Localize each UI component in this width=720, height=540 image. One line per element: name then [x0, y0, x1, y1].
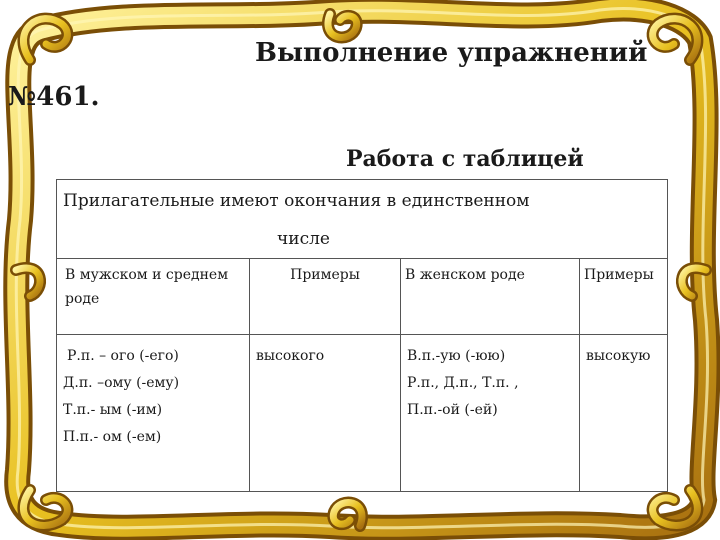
table-header: [57, 180, 668, 259]
table-header-line1: Прилагательные имеют окончания в единственном: [63, 191, 530, 211]
masc-example-cell: [250, 335, 401, 492]
fem-ending-gen-dat-instr: Р.п., Д.п., Т.п. ,: [407, 375, 519, 391]
endings-table: [56, 179, 668, 492]
fem-example-cell: [580, 335, 668, 492]
table-header-line2: числе: [277, 229, 330, 249]
masc-ending-dative: Д.п. –ому (-ему): [63, 375, 180, 391]
exercise-number: №461.: [8, 82, 100, 112]
masc-endings-cell: [57, 335, 250, 492]
page-subtitle: Работа с таблицей: [346, 146, 584, 172]
page-title: Выполнение упражнений: [255, 38, 648, 68]
masc-ending-prepositional: П.п.- ом (-ем): [63, 429, 162, 445]
col-fem: В женском роде: [401, 259, 580, 335]
fem-endings-cell: [401, 335, 580, 492]
col-examples-2: Примеры: [580, 259, 668, 335]
fem-example: высокую: [586, 348, 651, 364]
masc-example: высокого: [256, 348, 325, 364]
col-masc-neut: В мужском и среднем роде: [57, 259, 250, 335]
masc-ending-instrumental: Т.п.- ым (-им): [63, 402, 163, 418]
fem-ending-accusative: В.п.-ую (-юю): [407, 348, 506, 364]
masc-ending-genitive: Р.п. – ого (-его): [67, 348, 179, 364]
fem-ending-prepositional: П.п.-ой (-ей): [407, 402, 498, 418]
col-examples-1: Примеры: [250, 259, 401, 335]
